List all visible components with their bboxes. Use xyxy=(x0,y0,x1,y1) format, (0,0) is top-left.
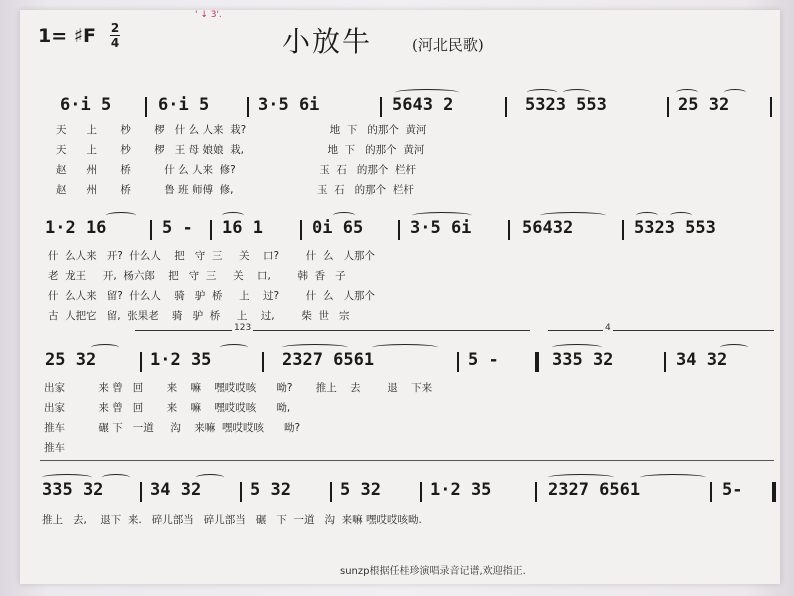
measure: 5 32 xyxy=(340,480,381,500)
measure: 5643 2 xyxy=(392,95,454,115)
measure: 3·5 6i xyxy=(410,218,472,238)
barline xyxy=(457,352,459,372)
lyric-line: 天 上 杪 椤 什 么 人来 栽? 地 下 的那个 黄河 xyxy=(56,124,427,136)
slur xyxy=(670,212,692,219)
measure: 25 32 xyxy=(45,350,97,370)
measure: 1·2 35 xyxy=(430,480,492,500)
slur xyxy=(548,474,614,481)
song-title: 小放牛 xyxy=(282,25,373,58)
measure: 25 32 xyxy=(678,95,730,115)
measure: 335 32 xyxy=(42,480,104,500)
barline xyxy=(300,220,302,240)
barline xyxy=(664,352,666,372)
slur xyxy=(636,212,658,219)
barline xyxy=(770,97,772,117)
measure: 5 - xyxy=(162,218,193,238)
measure: 5323 553 xyxy=(634,218,716,238)
barline xyxy=(210,220,212,240)
barline xyxy=(398,220,400,240)
measure: 1·2 16 xyxy=(45,218,107,238)
barline xyxy=(240,482,242,502)
song-subtitle: (河北民歌) xyxy=(412,36,484,54)
time-bottom: 4 xyxy=(110,36,120,50)
measure: 34 32 xyxy=(676,350,728,370)
lyric-line: 什 么人来 开? 什么人 把 守 三 关 口? 什 么 人那个 xyxy=(48,250,375,262)
barline xyxy=(535,482,537,502)
measure: 3·5 6i xyxy=(258,95,320,115)
slur xyxy=(724,89,746,96)
measure: 6·i 5 xyxy=(60,95,112,115)
lyric-line: 出家 来 曾 回 来 嘛 嘿哎哎咳 呦, xyxy=(44,402,291,414)
barline xyxy=(140,482,142,502)
slur xyxy=(720,344,748,351)
slur xyxy=(527,89,557,96)
time-top: 2 xyxy=(110,21,120,35)
barline xyxy=(247,97,249,117)
barline xyxy=(145,97,147,117)
barline xyxy=(330,482,332,502)
slur xyxy=(676,89,698,96)
slur xyxy=(42,474,92,481)
stamp-mark: ' ↓ 3'. xyxy=(195,10,222,20)
slur xyxy=(372,344,438,351)
slur xyxy=(395,89,459,96)
volta-bracket-2 xyxy=(548,330,774,335)
lyric-line: 老 龙王 开, 杨六郎 把 守 三 关 口, 韩 香 子 xyxy=(48,270,346,282)
slur xyxy=(102,474,130,481)
slur xyxy=(106,212,136,219)
transcription-credit: sunzp根据任桂珍演唱录音记谱,欢迎指正. xyxy=(340,566,526,577)
slur xyxy=(412,212,472,219)
measure: 56432 xyxy=(522,218,574,238)
measure: 34 32 xyxy=(150,480,202,500)
lyric-line: 赵 州 桥 什 么 人来 修? 玉 石 的那个 栏杆 xyxy=(56,164,417,176)
lyric-line: 什 么人来 留? 什么人 骑 驴 桥 上 过? 什 么 人那个 xyxy=(48,290,375,302)
barline xyxy=(710,482,712,502)
measure: 5323 553 xyxy=(525,95,607,115)
score-row-4 xyxy=(0,480,794,510)
barline xyxy=(420,482,422,502)
slur xyxy=(540,212,606,219)
measure: 1·2 35 xyxy=(150,350,212,370)
lyric-line: 古 人把它 留, 张果老 骑 驴 桥 上 过, 柴 世 宗 xyxy=(48,310,350,322)
slur xyxy=(91,344,119,351)
slur xyxy=(222,212,244,219)
section-rule xyxy=(40,460,774,461)
barline xyxy=(505,97,507,117)
slur xyxy=(220,344,248,351)
slur xyxy=(640,474,706,481)
measure: 5 32 xyxy=(250,480,291,500)
measure: 2327 6561 xyxy=(548,480,641,500)
measure: 335 32 xyxy=(552,350,614,370)
measure: 2327 6561 xyxy=(282,350,375,370)
barline xyxy=(262,352,264,372)
measure: 5- xyxy=(722,480,743,500)
volta-bracket-1 xyxy=(135,330,530,335)
slur xyxy=(563,89,591,96)
score-row-3 xyxy=(0,350,794,380)
slur xyxy=(552,344,602,351)
slur xyxy=(333,212,355,219)
lyric-line: 推车 xyxy=(44,442,65,454)
measure: 6·i 5 xyxy=(158,95,210,115)
measure: 0i 65 xyxy=(312,218,364,238)
key-signature: 1= ♯F xyxy=(38,25,96,47)
measure: 16 1 xyxy=(222,218,263,238)
volta-label-1: 123 xyxy=(234,323,252,333)
barline xyxy=(380,97,382,117)
slur xyxy=(282,344,348,351)
measure: 5 - xyxy=(468,350,499,370)
barline xyxy=(150,220,152,240)
volta-label-2: 4 xyxy=(605,323,611,333)
barline xyxy=(667,97,669,117)
lyric-line: 天 上 杪 椤 王 母 娘娘 栽, 地 下 的那个 黄河 xyxy=(56,144,425,156)
time-signature xyxy=(110,22,120,49)
barline xyxy=(622,220,624,240)
final-barline xyxy=(772,482,776,502)
score-row-1 xyxy=(0,95,794,125)
lyric-line: 赵 州 桥 鲁 班 师傅 修, 玉 石 的那个 栏杆 xyxy=(56,184,414,196)
repeat-barline xyxy=(535,352,539,372)
lyric-line: 出家 来 曾 回 来 嘛 嘿哎哎咳 呦? 推上 去 退 下来 xyxy=(44,382,433,394)
slur xyxy=(196,474,224,481)
lyric-line: 推上 去, 退下 来. 碎儿部当 碎儿部当 碾 下 一道 沟 来嘛 嘿哎哎咳呦. xyxy=(42,514,422,526)
lyric-line: 推车 碾 下 一道 沟 来嘛 嘿哎哎咳 呦? xyxy=(44,422,301,434)
barline xyxy=(140,352,142,372)
score-row-2 xyxy=(0,218,794,248)
barline xyxy=(508,220,510,240)
